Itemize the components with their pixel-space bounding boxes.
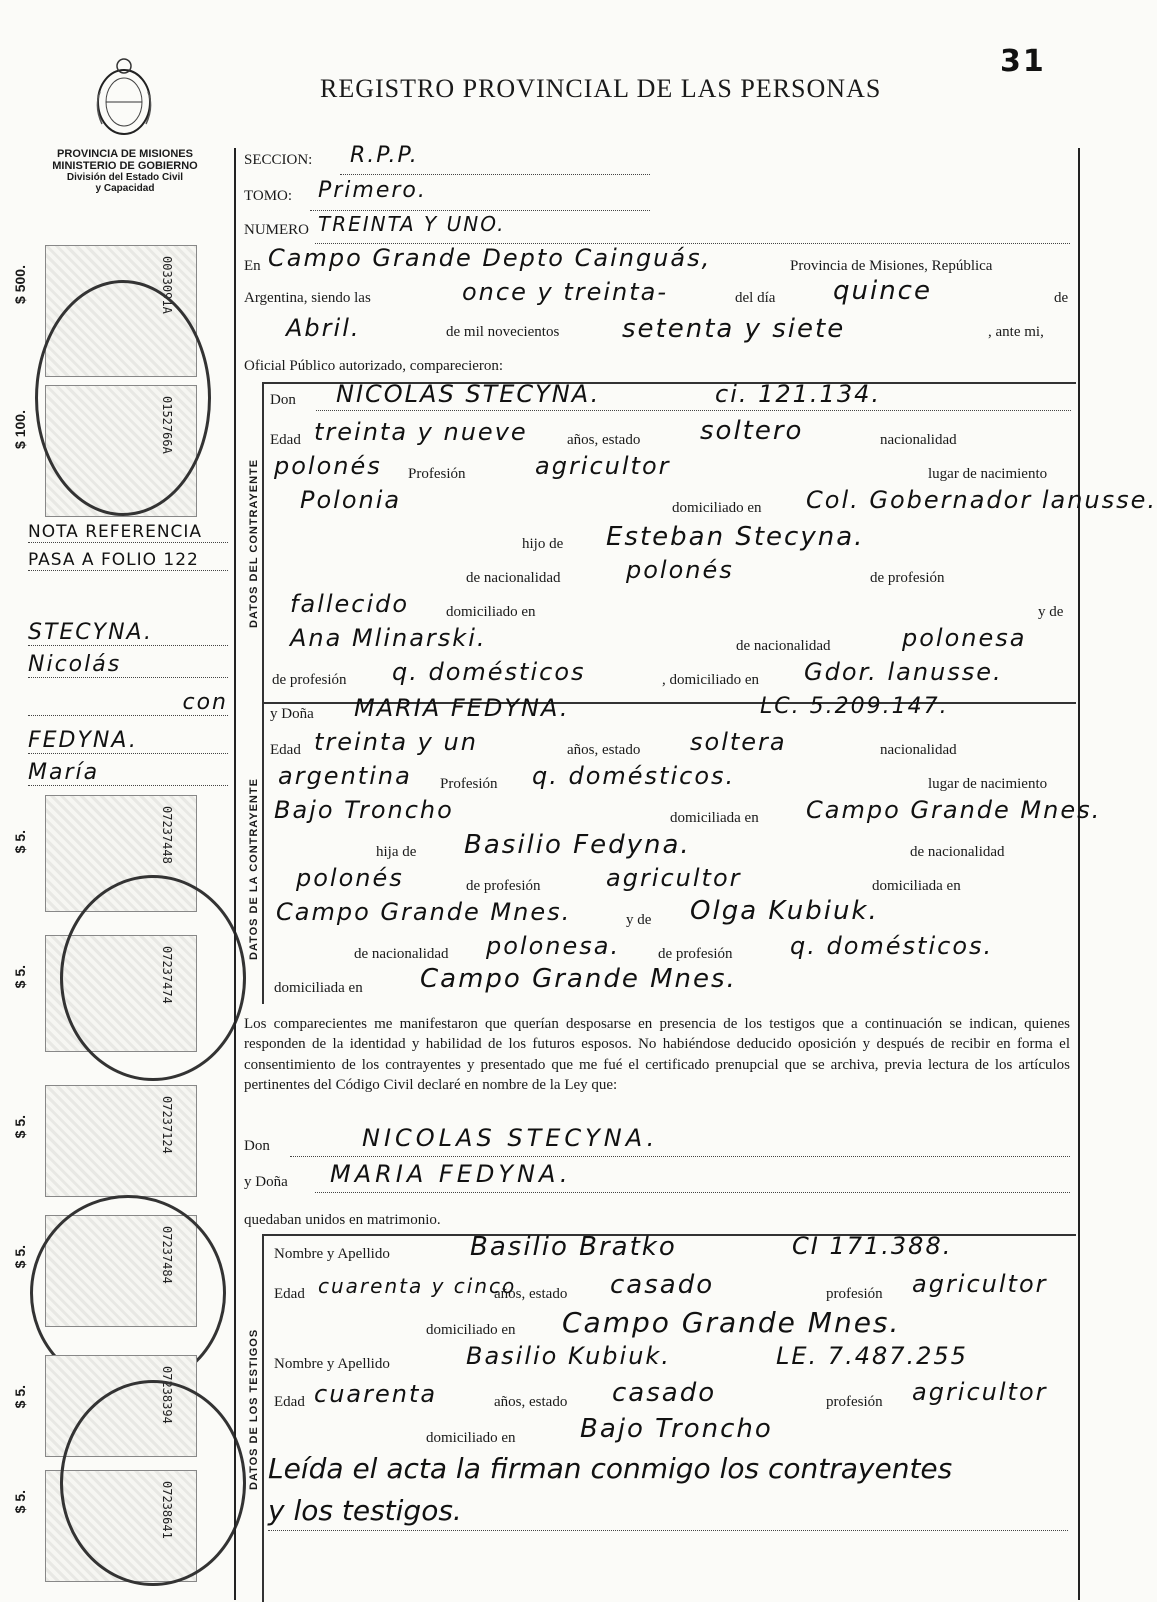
margin-name-2: María [28, 760, 228, 786]
contrayente2-name: MARIA FEDYNA. [354, 694, 570, 722]
contrayente2-padre-dom: Campo Grande Mnes. [276, 898, 572, 926]
stamp-serial: 0152766A [160, 396, 174, 454]
edad-2-label: Edad [270, 742, 301, 758]
edad-3-label: Edad [274, 1286, 305, 1302]
testigo1-estado: casado [610, 1270, 715, 1300]
anos-estado-label: años, estado [567, 432, 641, 448]
de-label: de [1054, 290, 1069, 306]
contrayente1-lugar-nac: Polonia [300, 486, 402, 514]
official-seal [35, 280, 211, 516]
tomo-label: TOMO: [244, 188, 293, 204]
contrayente2-madre: Olga Kubiuk. [690, 896, 879, 926]
don-label: Don [270, 392, 296, 408]
don-name-2: NICOLAS STECYNA. [362, 1124, 659, 1152]
official-seal [60, 875, 246, 1081]
oficial-text: Oficial Público autorizado, comparecieron: [244, 358, 504, 374]
de-profesion-4-label: de profesión [658, 946, 733, 962]
stamp-price: $ 5. [12, 1385, 28, 1409]
stamp-serial: 07237484 [160, 1226, 174, 1284]
de-nacionalidad-2-label: de nacionalidad [736, 638, 831, 654]
testigo2-doc: LE. 7.487.255 [776, 1342, 968, 1370]
contrayente2-profesion: q. domésticos. [532, 762, 736, 790]
de-nacionalidad-4-label: de nacionalidad [354, 946, 449, 962]
domiciliada-2-label: domiciliada en [872, 878, 961, 894]
closing-line-2: y los testigos. [268, 1494, 462, 1527]
contrayente1-padre-prof: fallecido [290, 590, 410, 618]
contrayente1-padre: Esteban Stecyna. [606, 522, 865, 552]
closing-line-1: Leída el acta la firman conmigo los contrayentes [268, 1452, 953, 1485]
pasa-a-folio: PASA A FOLIO 122 [28, 550, 228, 571]
contrayente2-estado: soltera [690, 728, 787, 756]
contrayente1-madre-prof: q. domésticos [392, 658, 586, 686]
seccion-value: R.P.P. [350, 143, 419, 168]
stamp-price: $ 500. [12, 265, 28, 304]
anio-value: setenta y siete [622, 314, 846, 344]
contrayente2-nacionalidad: argentina [278, 762, 412, 790]
org-line-4: y Capacidad [95, 183, 155, 194]
stamp-serial: 07237474 [160, 946, 174, 1004]
contrayente1-estado: soltero [700, 416, 804, 446]
profesion-3-label: profesión [826, 1286, 883, 1302]
de-mil-label: de mil novecientos [446, 324, 560, 340]
profesion-2-label: Profesión [440, 776, 498, 792]
anos-estado-3-label: años, estado [494, 1286, 568, 1302]
fiscal-stamp [45, 1085, 197, 1197]
contrayente1-profesion: agricultor [535, 452, 671, 480]
org-line-3: División del Estado Civil [66, 172, 184, 183]
contrayente1-doc: ci. 121.134. [715, 380, 881, 408]
edad-label: Edad [270, 432, 301, 448]
don-label-2: Don [244, 1138, 270, 1154]
domiciliado-label: domiciliado en [672, 500, 762, 516]
contrayente1-madre-nac: polonesa [902, 624, 1027, 652]
domiciliado-2-label: domiciliado en [446, 604, 536, 620]
dona-label-2: y Doña [244, 1174, 288, 1190]
stamp-price: $ 5. [12, 830, 28, 854]
nombre-apellido-2-label: Nombre y Apellido [274, 1356, 390, 1372]
contrayente2-edad: treinta y un [314, 728, 478, 756]
margin-surname-2: FEDYNA. [28, 728, 228, 754]
stamp-price: $ 5. [12, 1490, 28, 1514]
margin-surname-1: STECYNA. [28, 620, 228, 646]
stamp-price: $ 5. [12, 965, 28, 989]
contrayente-vertical-label: DATOS DEL CONTRAYENTE [248, 458, 260, 628]
ante-mi-label: , ante mi, [988, 324, 1044, 340]
domiciliado-4-label: domiciliado en [426, 1322, 516, 1338]
testigo1-nombre: Basilio Bratko [470, 1232, 677, 1262]
testigo1-profesion: agricultor [912, 1270, 1048, 1298]
hija-de-label: hija de [376, 844, 417, 860]
quedaban-text: quedaban unidos en matrimonio. [244, 1212, 441, 1228]
contrayente2-doc: LC. 5.209.147. [760, 694, 949, 719]
de-profesion-2-label: de profesión [272, 672, 347, 688]
provincia-text: Provincia de Misiones, República [790, 258, 993, 274]
contrayente1-name: NICOLAS STECYNA. [336, 380, 601, 408]
testigo2-estado: casado [612, 1378, 717, 1408]
argentina-text: Argentina, siendo las [244, 290, 371, 306]
lugar-nacimiento-label: lugar de nacimiento [928, 466, 1048, 482]
contrayente2-madre-prof: q. domésticos. [790, 932, 994, 960]
margin-con: con [28, 690, 228, 716]
lugar-value: Campo Grande Depto Cainguás, [268, 244, 712, 272]
coat-of-arms-icon [88, 52, 160, 142]
testigo2-profesion: agricultor [912, 1378, 1048, 1406]
contrayente1-madre: Ana Mlinarski. [290, 624, 487, 652]
nota-referencia: NOTA REFERENCIA [28, 522, 228, 543]
hijo-de-label: hijo de [522, 536, 564, 552]
anos-estado-2-label: años, estado [567, 742, 641, 758]
numero-value: TREINTA Y UNO. [318, 212, 506, 236]
testigo2-nombre: Basilio Kubiuk. [466, 1342, 671, 1370]
profesion-4-label: profesión [826, 1394, 883, 1410]
profesion-label: Profesión [408, 466, 466, 482]
stamp-serial: 07238394 [160, 1366, 174, 1424]
tomo-value: Primero. [318, 178, 427, 203]
dona-name-2: MARIA FEDYNA. [330, 1160, 572, 1188]
de-profesion-label: de profesión [870, 570, 945, 586]
y-de-2-label: y de [626, 912, 652, 928]
declaration-paragraph: Los comparecientes me manifestaron que querían desposarse en presencia de los testigos que a continuación se indican, quienes responden de la identidad y habilidad de los futuros esposos. No habiéndose deducido oposición y después de recibir en forma el consentimiento de los contrayentes y presentado que me fué el certificado prenupcial que se archiva, previa lectura de los artículos pertinentes del Código Civil declaré en nombre de la Ley que: [244, 1016, 1070, 1094]
stamp-price: $ 5. [12, 1115, 28, 1139]
en-label: En [244, 258, 261, 274]
de-nacionalidad-3-label: de nacionalidad [910, 844, 1005, 860]
numero-label: NUMERO [244, 222, 310, 238]
stamp-serial: 07237448 [160, 806, 174, 864]
closing-underline [268, 1530, 1068, 1531]
mes-value: Abril. [286, 314, 361, 342]
margin-name-1: Nicolás [28, 652, 228, 678]
contrayente1-padre-nac: polonés [626, 556, 734, 584]
de-profesion-3-label: de profesión [466, 878, 541, 894]
testigo2-domicilio: Bajo Troncho [580, 1414, 773, 1444]
contrayente2-madre-nac: polonesa. [486, 932, 621, 960]
org-line-2: MINISTERIO DE GOBIERNO [52, 160, 198, 172]
contrayente1-madre-dom: Gdor. lanusse. [804, 658, 1003, 686]
official-seal [60, 1380, 246, 1586]
de-nacionalidad-label: de nacionalidad [466, 570, 561, 586]
y-de-label: y de [1038, 604, 1064, 620]
hora-value: once y treinta- [462, 278, 669, 306]
contrayente2-domicilio: Campo Grande Mnes. [806, 796, 1102, 824]
testigo1-doc: CI 171.388. [792, 1232, 953, 1260]
del-dia-label: del día [735, 290, 776, 306]
domiciliado-5-label: domiciliado en [426, 1430, 516, 1446]
seccion-label: SECCION: [244, 152, 313, 168]
nombre-apellido-label: Nombre y Apellido [274, 1246, 390, 1262]
dona-underline-2 [315, 1192, 1070, 1193]
org-header [20, 148, 230, 194]
contrayente1-domicilio: Col. Gobernador lanusse. [806, 486, 1157, 514]
testigo1-edad: cuarenta y cinco [318, 1274, 517, 1298]
stamp-price: $ 5. [12, 1245, 28, 1269]
testigo1-domicilio: Campo Grande Mnes. [562, 1306, 901, 1339]
tomo-underline [310, 210, 650, 211]
contrayente-2-vertical-label: DATOS DE LA CONTRAYENTE [248, 778, 260, 960]
stamp-serial: 0033091A [160, 256, 174, 314]
contrayente1-nacionalidad: polonés [274, 452, 382, 480]
testigo2-edad: cuarenta [314, 1380, 438, 1408]
edad-4-label: Edad [274, 1394, 305, 1410]
domiciliada-3-label: domiciliada en [274, 980, 363, 996]
stamp-serial: 07237124 [160, 1096, 174, 1154]
stamp-price: $ 100. [12, 410, 28, 449]
contrayente2-madre-dom: Campo Grande Mnes. [420, 964, 737, 994]
page-title: REGISTRO PROVINCIAL DE LAS PERSONAS [320, 74, 882, 103]
domiciliada-label: domiciliada en [670, 810, 759, 826]
seccion-underline [340, 174, 650, 175]
don-underline [316, 410, 1071, 411]
contrayente2-padre: Basilio Fedyna. [464, 830, 691, 860]
nacionalidad-label: nacionalidad [880, 432, 957, 448]
contrayente1-edad: treinta y nueve [314, 418, 528, 446]
contrayente2-padre-prof: agricultor [606, 864, 742, 892]
dia-value: quince [833, 276, 932, 306]
org-line-1: PROVINCIA DE MISIONES [57, 148, 193, 160]
dona-label: y Doña [270, 706, 314, 722]
nacionalidad-2-label: nacionalidad [880, 742, 957, 758]
anos-estado-4-label: años, estado [494, 1394, 568, 1410]
stamp-serial: 07238641 [160, 1481, 174, 1539]
contrayente2-lugar-nac: Bajo Troncho [274, 796, 454, 824]
don-underline-2 [290, 1156, 1070, 1157]
page-number: 31 [1000, 44, 1046, 79]
contrayente2-padre-nac: polonés [296, 864, 404, 892]
testigos-vertical-label: DATOS DE LOS TESTIGOS [248, 1328, 260, 1490]
lugar-nacimiento-2-label: lugar de nacimiento [928, 776, 1048, 792]
domiciliado-3-label: , domiciliado en [662, 672, 760, 688]
